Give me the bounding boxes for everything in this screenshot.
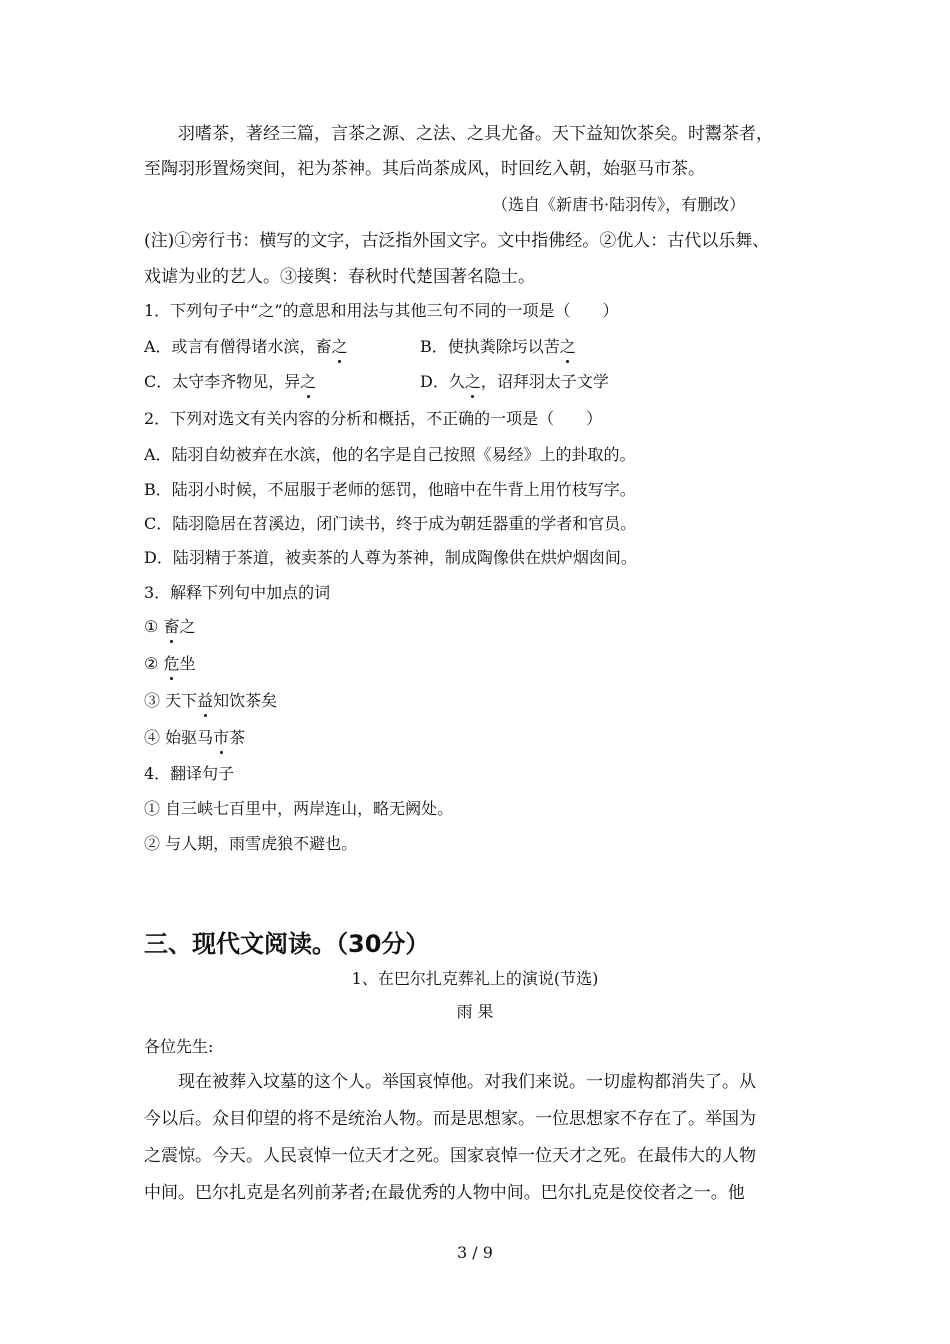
q3-item-1 bbox=[144, 616, 195, 638]
item-text: 知饮茶矣 bbox=[213, 691, 278, 710]
article-title: 1、在巴尔扎克葬礼上的演说(节选) bbox=[351, 969, 599, 988]
body-line: 今以后。众目仰望的将不是统治人物。而是思想家。一位思想家不存在了。举国为 bbox=[144, 1109, 756, 1129]
salutation: 各位先生: bbox=[144, 1037, 214, 1056]
passage-note: 戏谑为业的艺人。③接舆：春秋时代楚国著名隐士。 bbox=[144, 267, 535, 287]
q3-item-2 bbox=[144, 653, 195, 675]
question-1-stem: 1．下列句子中“之”的意思和用法与其他三句不同的一项是（ ） bbox=[144, 301, 619, 320]
page-number: 3 / 9 bbox=[457, 1243, 493, 1262]
item-number: ② bbox=[144, 654, 159, 673]
dotted-char: 之 bbox=[300, 372, 317, 391]
item-number: ① bbox=[144, 617, 159, 636]
option-text: ，诏拜羽太子文学 bbox=[480, 372, 609, 391]
q1-option-c bbox=[144, 371, 316, 393]
item-text: 天下 bbox=[165, 691, 198, 710]
q4-sentence-2: ② 与人期，雨雪虎狼不避也。 bbox=[144, 834, 358, 853]
passage-line: 羽嗜茶，著经三篇，言茶之源、之法、之具尤备。天下益知饮茶矣。时鬻茶者， bbox=[178, 124, 773, 144]
option-text: C．太守李齐物见，异 bbox=[144, 372, 301, 391]
question-4-stem: 4．翻译句子 bbox=[144, 764, 235, 783]
option-text: A．或言有僧得诸水滨，畜 bbox=[144, 337, 332, 356]
q2-option-a: A．陆羽自幼被弃在水滨，他的名字是自己按照《易经》上的卦取的。 bbox=[144, 445, 636, 464]
q3-item-3 bbox=[144, 690, 277, 712]
dotted-char: 之 bbox=[331, 337, 348, 356]
passage-note: (注)①旁行书：横写的文字，古泛指外国文字。文中指佛经。②优人：古代以乐舞、 bbox=[144, 231, 770, 251]
body-line: 中间。巴尔扎克是名列前茅者;在最优秀的人物中间。巴尔扎克是佼佼者之一。他 bbox=[144, 1183, 745, 1203]
q2-option-c: C．陆羽隐居在苕溪边，闭门读书，终于成为朝廷器重的学者和官员。 bbox=[144, 514, 637, 533]
q1-option-a bbox=[144, 336, 348, 358]
section-heading: 三、现代文阅读。（30分） bbox=[144, 930, 430, 958]
dotted-char: 危 bbox=[163, 654, 180, 673]
q2-option-d: D．陆羽精于茶道，被卖茶的人尊为茶神，制成陶像供在烘炉烟囱间。 bbox=[144, 548, 637, 567]
option-text: D．久 bbox=[420, 372, 465, 391]
item-number: ③ bbox=[144, 691, 161, 710]
dotted-char: 之 bbox=[464, 372, 481, 391]
article-author: 雨 果 bbox=[456, 1002, 494, 1021]
dotted-char: 畜 bbox=[163, 617, 180, 636]
option-text: B．使执粪除圬以苦 bbox=[420, 337, 560, 356]
item-text: 茶 bbox=[229, 728, 246, 747]
q1-option-d bbox=[420, 371, 609, 393]
dotted-char: 之 bbox=[559, 337, 576, 356]
question-2-stem: 2．下列对选文有关内容的分析和概括，不正确的一项是（ ） bbox=[144, 409, 603, 428]
dotted-char: 市 bbox=[213, 728, 230, 747]
body-line: 之震惊。今天。人民哀悼一位天才之死。国家哀悼一位天才之死。在最伟大的人物 bbox=[144, 1146, 756, 1166]
question-3-stem: 3．解释下列句中加点的词 bbox=[144, 583, 331, 602]
body-line: 现在被葬入坟墓的这个人。举国哀悼他。对我们来说。一切虚构都消失了。从 bbox=[178, 1072, 756, 1092]
passage-line: 至陶羽形置炀突间，祀为茶神。其后尚茶成风，时回纥入朝，始驱马市茶。 bbox=[144, 159, 705, 179]
item-text: 之 bbox=[179, 617, 196, 636]
dotted-char: 益 bbox=[197, 691, 214, 710]
q3-item-4 bbox=[144, 727, 245, 749]
item-text: 始驱马 bbox=[165, 728, 214, 747]
item-text: 坐 bbox=[179, 654, 196, 673]
passage-source: （选自《新唐书·陆羽传》，有删改） bbox=[492, 195, 746, 214]
q4-sentence-1: ① 自三峡七百里中，两岸连山，略无阙处。 bbox=[144, 799, 454, 818]
q2-option-b: B．陆羽小时候，不屈服于老师的惩罚，他暗中在牛背上用竹枝写字。 bbox=[144, 480, 636, 499]
q1-option-b bbox=[420, 336, 576, 358]
item-number: ④ bbox=[144, 728, 161, 747]
